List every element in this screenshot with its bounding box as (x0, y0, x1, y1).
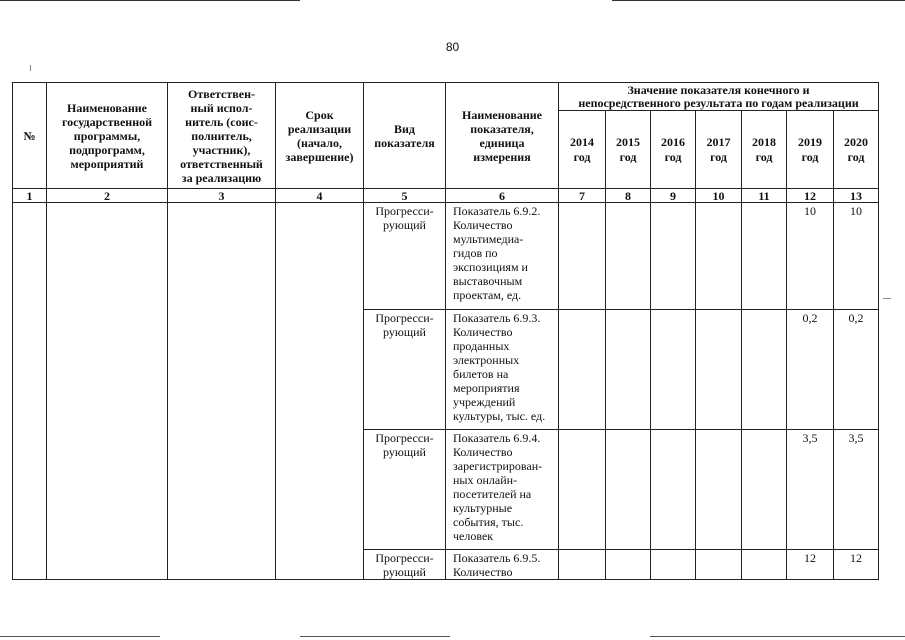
value-2020: 12 (834, 550, 879, 580)
header-program-line: программы, (73, 128, 141, 143)
kind-cell (364, 203, 446, 310)
value-2017 (696, 203, 742, 310)
header-term-line: (начало, (296, 135, 343, 150)
scan-edge-line-bottom-left (0, 636, 160, 637)
scan-edge-line-top-left (0, 0, 300, 1)
value-2015 (606, 203, 651, 310)
scan-mark (883, 298, 891, 299)
year-label: 2014 (570, 134, 594, 149)
kind-cell (364, 550, 446, 580)
indicator-line: Количество (453, 565, 513, 579)
year-unit: год (801, 149, 819, 164)
year-unit: год (619, 149, 637, 164)
indicator-line: человек (453, 529, 494, 543)
indicator-line: культуры, тыс. ед. (453, 409, 546, 423)
indicator-name-cell (446, 550, 559, 580)
header-no-label: № (23, 128, 36, 143)
value-2020: 0,2 (834, 310, 879, 430)
header-term-line: реализации (287, 121, 352, 136)
indicator-line: ных онлайн- (453, 473, 518, 487)
indicator-line: учреждений (453, 395, 516, 409)
value-2016 (651, 430, 696, 550)
header-year-2014 (559, 111, 606, 189)
scan-edge-line-bottom-right (650, 636, 905, 637)
column-numbers-row (13, 189, 879, 203)
year-unit: год (755, 149, 773, 164)
column-number: 8 (606, 189, 651, 203)
indicator-line: проданных (453, 339, 510, 353)
indicators-table (12, 82, 879, 580)
header-indicator-line: Наименование (462, 107, 542, 122)
indicator-line: Показатель 6.9.3. (453, 311, 541, 325)
indicator-name-cell (446, 430, 559, 550)
column-number: 2 (47, 189, 168, 203)
value-2015 (606, 550, 651, 580)
value-2020: 10 (834, 203, 879, 310)
column-number: 6 (446, 189, 559, 203)
column-number: 13 (834, 189, 879, 203)
indicator-line: выставочным (453, 274, 523, 288)
indicator-line: мультимедиа- (453, 232, 524, 246)
year-label: 2015 (616, 134, 640, 149)
header-term (276, 83, 364, 189)
column-number: 3 (168, 189, 276, 203)
column-number: 7 (559, 189, 606, 203)
indicator-line: билетов на (453, 367, 509, 381)
header-values-title (559, 83, 879, 111)
indicator-name-cell (446, 310, 559, 430)
indicator-line: культурные (453, 501, 513, 515)
header-year-2017 (696, 111, 742, 189)
indicator-line: посетителей на (453, 487, 532, 501)
value-2016 (651, 203, 696, 310)
table-row (13, 203, 879, 310)
indicator-line: зарегистрирован- (453, 459, 543, 473)
program-cell (47, 203, 168, 580)
header-year-2020 (834, 111, 879, 189)
value-2017 (696, 550, 742, 580)
value-2018 (742, 550, 787, 580)
scan-mark (30, 65, 31, 71)
indicator-line: электронных (453, 353, 520, 367)
header-responsible-line: за реализацию (181, 170, 262, 185)
indicator-line: Количество (453, 218, 513, 232)
year-unit: год (573, 149, 591, 164)
header-year-2019 (787, 111, 834, 189)
year-unit: год (664, 149, 682, 164)
year-unit: год (847, 149, 865, 164)
header-program-line: мероприятий (70, 156, 144, 171)
year-label: 2020 (844, 134, 868, 149)
header-kind (364, 83, 446, 189)
kind-line: рующий (383, 218, 426, 232)
header-year-2018 (742, 111, 787, 189)
header-indicator (446, 83, 559, 189)
value-2016 (651, 550, 696, 580)
page-number: 80 (445, 40, 460, 54)
column-number: 1 (13, 189, 47, 203)
header-term-line: завершение) (285, 149, 354, 164)
year-label: 2017 (706, 134, 731, 149)
value-2017 (696, 310, 742, 430)
value-2019: 3,5 (787, 430, 834, 550)
header-responsible-line: ный испол- (190, 100, 253, 115)
header-program-line: государственной (61, 114, 153, 129)
indicator-line: Показатель 6.9.2. (453, 204, 541, 218)
column-number: 11 (742, 189, 787, 203)
kind-line: рующий (383, 325, 426, 339)
column-number: 9 (651, 189, 696, 203)
kind-line: Прогресси- (375, 551, 434, 565)
column-number: 4 (276, 189, 364, 203)
year-unit: год (710, 149, 727, 164)
indicator-line: гидов по (453, 246, 498, 260)
kind-line: рующий (383, 445, 426, 459)
indicator-line: Количество (453, 445, 513, 459)
value-2015 (606, 310, 651, 430)
value-2020: 3,5 (834, 430, 879, 550)
kind-line: рующий (383, 565, 426, 579)
header-kind-line: показателя (374, 135, 435, 150)
indicator-line: Количество (453, 325, 513, 339)
column-number: 10 (696, 189, 742, 203)
header-program-line: Наименование (67, 100, 147, 115)
indicator-line: события, тыс. (453, 515, 524, 529)
value-2019: 0,2 (787, 310, 834, 430)
kind-line: Прогресси- (375, 311, 434, 325)
column-number: 5 (364, 189, 446, 203)
indicator-line: экспозициям и (453, 260, 528, 274)
header-program-line: подпрограмм, (69, 142, 145, 157)
year-label: 2018 (752, 134, 776, 149)
column-number: 12 (787, 189, 834, 203)
header-responsible-line: нитель (соис- (185, 114, 258, 129)
value-2018 (742, 430, 787, 550)
value-2014 (559, 203, 606, 310)
header-year-2016 (651, 111, 696, 189)
value-2018 (742, 310, 787, 430)
kind-line: Прогресси- (375, 204, 434, 218)
header-program (47, 83, 168, 189)
header-values-line: непосредственного результата по годам реализации (578, 96, 859, 110)
value-2019: 12 (787, 550, 834, 580)
header-term-line: Срок (305, 107, 334, 122)
kind-line: Прогресси- (375, 431, 434, 445)
header-responsible-line: Ответствен- (187, 86, 255, 101)
header-responsible-line: полнитель, (191, 128, 252, 143)
value-2014 (559, 550, 606, 580)
indicator-line: проектам, ед. (453, 288, 522, 302)
header-responsible (168, 83, 276, 189)
header-responsible-line: ответственный (180, 156, 263, 171)
indicator-line: мероприятия (453, 381, 520, 395)
header-year-2015 (606, 111, 651, 189)
kind-cell (364, 310, 446, 430)
value-2015 (606, 430, 651, 550)
year-label: 2016 (661, 134, 685, 149)
value-2017 (696, 430, 742, 550)
value-2016 (651, 310, 696, 430)
header-values-line: Значение показателя конечного и (627, 83, 810, 97)
kind-cell (364, 430, 446, 550)
no-cell (13, 203, 47, 580)
header-indicator-line: измерения (473, 149, 531, 164)
value-2019: 10 (787, 203, 834, 310)
value-2014 (559, 430, 606, 550)
header-no (13, 83, 47, 189)
value-2014 (559, 310, 606, 430)
responsible-cell (168, 203, 276, 580)
indicator-name-cell (446, 203, 559, 310)
header-responsible-line: участник), (192, 142, 251, 157)
header-indicator-line: показателя, (470, 121, 534, 136)
scan-edge-line-top-right (612, 0, 905, 1)
year-label: 2019 (798, 134, 822, 149)
scan-edge-line-bottom-mid (300, 636, 450, 637)
header-indicator-line: единица (479, 135, 525, 150)
indicator-line: Показатель 6.9.5. (453, 551, 541, 565)
indicator-line: Показатель 6.9.4. (453, 431, 541, 445)
term-cell (276, 203, 364, 580)
value-2018 (742, 203, 787, 310)
header-kind-line: Вид (394, 121, 415, 136)
